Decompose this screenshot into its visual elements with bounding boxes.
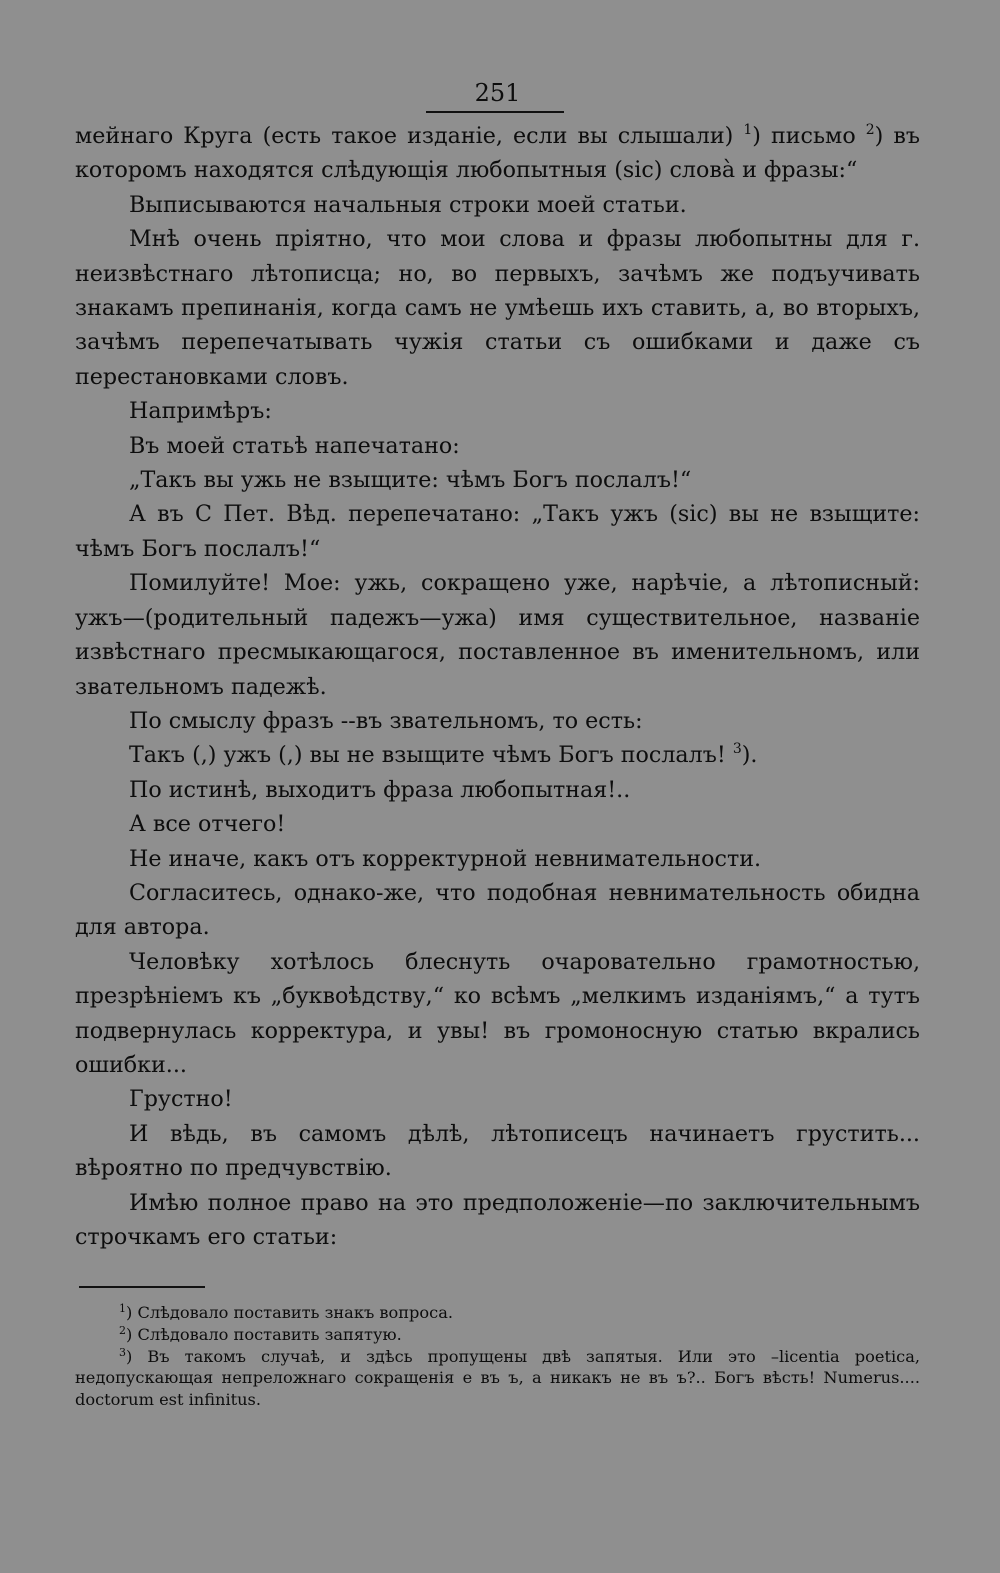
text-run: Въ моей статьѣ напечатано:	[129, 432, 460, 459]
text-run: Помилуйте! Мое: ужь, сокращено уже, нарѣчіе, а лѣтописный: ужъ—(родительный падежъ—ужа) имя существительное, названіе извѣстнаго пресмыкающагося, поставленное въ именительномъ, или звательномъ падежѣ.	[75, 570, 920, 700]
footnote-marker: 3	[119, 1345, 126, 1359]
paragraph	[75, 773, 920, 807]
text-run: мейнаго Круга (есть такое изданіе, если вы слышали)	[75, 123, 744, 149]
text-run: Такъ (,) ужъ (,) вы не взыщите чѣмъ Богъ послалъ!	[129, 742, 733, 769]
paragraph	[75, 738, 920, 772]
paragraph	[75, 704, 920, 738]
footnote	[75, 1302, 920, 1324]
text-run: По истинѣ, выходитъ фраза любопытная!..	[129, 776, 631, 803]
footnote-marker: 3	[732, 741, 742, 758]
paragraph	[75, 945, 920, 1083]
footnote-marker: 1	[743, 122, 753, 138]
page-number-rule	[426, 111, 564, 113]
page-number: 251	[474, 79, 521, 107]
text-run: ) въ которомъ находятся слѣдующія любопытныя (sic) слова̀ и фразы:“	[75, 123, 920, 184]
text-run: „Такъ вы ужь не взыщите: чѣмъ Богъ послалъ!“	[129, 467, 692, 494]
text-run: ).	[741, 742, 758, 769]
text-run: Напримѣръ:	[129, 398, 272, 425]
footnotes	[75, 1302, 920, 1410]
paragraph	[75, 1117, 920, 1186]
text-run: ) Слѣдовало поставить знакъ вопроса.	[126, 1303, 454, 1323]
text-run: Человѣку хотѣлось блеснуть очаровательно грамотностью, презрѣніемъ къ „буквоѣдству,“ ко всѣмъ „мелкимъ изданіямъ,“ а тутъ подвернулась корректура, и увы! въ громоносную статью вкрались ошибки...	[75, 948, 920, 1078]
footnote	[75, 1346, 920, 1411]
text-run: По смыслу фразъ --въ звательномъ, то есть:	[129, 707, 643, 734]
paragraph	[75, 394, 920, 428]
paragraph	[75, 842, 920, 876]
text-run: ) Въ такомъ случаѣ, и здѣсь пропущены двѣ запятыя. Или это –licentia poetica, недопускающая непреложнаго сокращенія е въ ъ, а никакъ не въ ъ?.. Богъ вѣсть! Numerus.... doctorum est infinitus.	[75, 1346, 920, 1409]
book-page	[75, 78, 920, 1410]
paragraph	[75, 429, 920, 463]
paragraph	[75, 807, 920, 841]
text-run: Согласитесь, однако-же, что подобная невнимательность обидна для автора.	[75, 879, 920, 941]
paragraph	[75, 876, 920, 945]
footnote-marker: 2	[119, 1324, 126, 1337]
paragraph	[75, 463, 920, 497]
text-run: А все отчего!	[129, 811, 286, 838]
body-text	[75, 119, 920, 1254]
text-run: Выписываются начальныя строки моей статьи.	[129, 191, 687, 218]
text-run: Не иначе, какъ отъ корректурной невнимательности.	[129, 845, 762, 872]
paragraph	[75, 497, 920, 566]
paragraph	[75, 1186, 920, 1255]
paragraph	[75, 1082, 920, 1116]
text-run: Мнѣ очень пріятно, что мои слова и фразы любопытны для г. неизвѣстнаго лѣтописца; но, во первыхъ, зачѣмъ же подъучивать знакамъ препинанія, когда самъ не умѣешь ихъ ставить, а, во вторыхъ, зачѣмъ перепечатывать чужія статьи съ ошибками и даже съ перестановками словъ.	[75, 226, 920, 390]
text-run: ) письмо	[752, 123, 866, 149]
paragraph	[75, 566, 920, 704]
text-run: И вѣдь, въ самомъ дѣлѣ, лѣтописецъ начинаетъ грустить... вѣроятно по предчувствію.	[75, 1120, 920, 1182]
footnote	[75, 1324, 920, 1346]
text-run: А въ С Пет. Вѣд. перепечатано: „Такъ ужъ (sic) вы не взыщите: чѣмъ Богъ послалъ!“	[75, 501, 920, 562]
text-run: ) Слѣдовало поставить запятую.	[126, 1325, 402, 1344]
footnote-marker: 2	[865, 122, 875, 138]
paragraph	[75, 188, 920, 222]
text-run: Имѣю полное право на это предположеніе—по заключительнымъ строчкамъ его статьи:	[75, 1189, 920, 1250]
paragraph	[75, 222, 920, 394]
paragraph	[75, 119, 920, 188]
footnote-marker: 1	[119, 1302, 126, 1316]
text-run: Грустно!	[129, 1086, 233, 1113]
footnote-rule	[79, 1286, 205, 1288]
